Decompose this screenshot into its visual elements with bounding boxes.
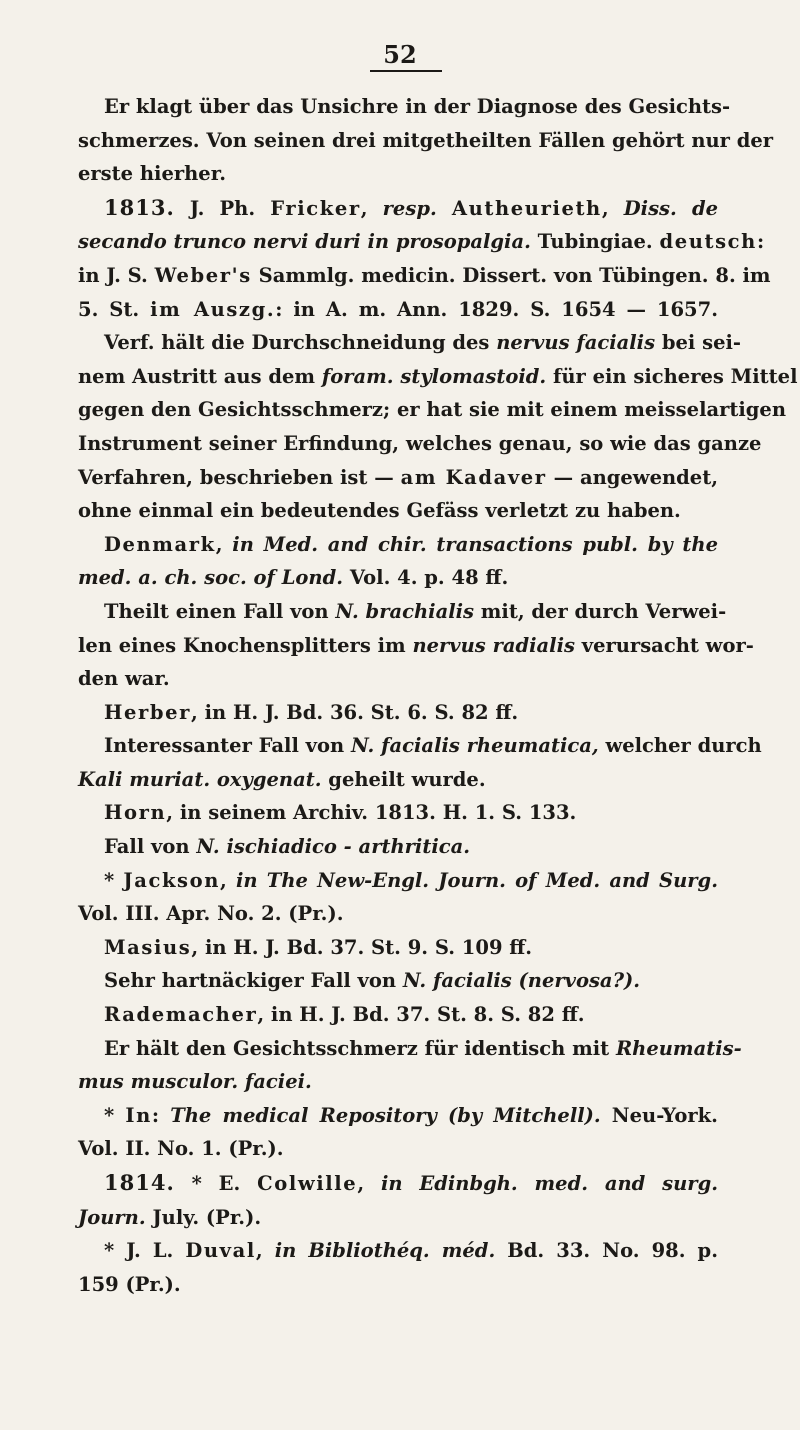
text-segment: nem Austritt aus dem xyxy=(78,364,322,388)
text-line xyxy=(78,629,754,663)
body-text xyxy=(78,90,798,1301)
spaced-name: Rademacher xyxy=(104,1003,258,1027)
text-line xyxy=(78,931,718,965)
text-line xyxy=(78,796,718,830)
italic-text: foram. stylomastoid. xyxy=(321,364,547,388)
text-line xyxy=(78,763,718,797)
text-line xyxy=(78,1166,718,1201)
text-line xyxy=(78,528,718,562)
text-segment xyxy=(437,197,452,220)
spaced-name: Autheurieth xyxy=(451,196,602,220)
text-segment: , in H. J. Bd. 37. St. 9. S. 109 ff. xyxy=(191,935,533,959)
text-line xyxy=(78,696,718,730)
italic-text: N. brachialis xyxy=(335,599,474,623)
italic-text: nervus radialis xyxy=(412,633,575,657)
text-segment: Instrument seiner Erfindung, welches genau, so wie das ganze xyxy=(78,431,762,455)
spaced-name: am Kadaver xyxy=(400,465,547,489)
text-segment: * xyxy=(104,1103,126,1127)
spaced-name: deutsch xyxy=(659,230,757,254)
text-line xyxy=(78,157,718,191)
text-segment: 159 (Pr.). xyxy=(78,1272,181,1296)
text-segment: Vol. II. No. 1. (Pr.). xyxy=(78,1137,284,1161)
spaced-name: Weber's xyxy=(154,263,252,287)
text-segment: gegen den Gesichtsschmerz; er hat sie mit einem meisselartigen xyxy=(78,398,787,422)
spaced-name: Fricker xyxy=(270,196,361,220)
text-segment: Fall von xyxy=(104,835,197,859)
text-line xyxy=(78,1201,718,1235)
text-segment: July. (Pr.). xyxy=(145,1205,262,1229)
text-segment: Tubingiae. xyxy=(530,230,660,254)
italic-text: mus musculor. faciei. xyxy=(78,1070,312,1094)
text-line xyxy=(78,393,787,427)
text-line xyxy=(78,124,774,158)
text-segment: len eines Knochensplitters im xyxy=(78,633,413,657)
text-segment: mit, der durch Verwei- xyxy=(474,599,727,623)
text-line xyxy=(78,998,718,1032)
text-segment: erste hierher. xyxy=(78,162,226,186)
text-segment: geheilt wurde. xyxy=(321,767,486,791)
text-line xyxy=(78,864,718,898)
text-segment: , in H. J. Bd. 37. St. 8. S. 82 ff. xyxy=(257,1003,585,1027)
text-line xyxy=(78,595,727,629)
text-segment: Interessanter Fall von xyxy=(104,734,351,758)
italic-text: in Bibliothéq. méd. xyxy=(274,1239,496,1263)
text-segment: * E. xyxy=(174,1172,258,1195)
text-line xyxy=(78,259,771,293)
text-line xyxy=(78,897,718,931)
text-segment: : xyxy=(756,230,765,254)
text-segment: * xyxy=(104,868,124,892)
text-segment: den war. xyxy=(78,667,170,691)
text-segment: für ein sicheres Mittel xyxy=(546,364,798,388)
text-line xyxy=(78,662,718,696)
spaced-name: Masius xyxy=(104,935,192,959)
italic-text: Kali muriat. oxygenat. xyxy=(78,767,322,791)
text-segment: Neu-York. xyxy=(600,1103,718,1127)
italic-text: Diss. de xyxy=(623,196,718,220)
text-line xyxy=(78,964,718,998)
text-segment: , xyxy=(220,868,237,892)
italic-text: The medical Repository (by Mitchell). xyxy=(170,1103,601,1127)
italic-text: N. facialis (nervosa?). xyxy=(402,969,641,993)
spaced-name: Duval xyxy=(185,1239,256,1263)
page-number: 52 xyxy=(383,40,417,69)
text-segment: welcher durch xyxy=(598,734,762,758)
text-segment: Verf. hält die Durchschneidung des xyxy=(104,331,497,355)
text-line xyxy=(78,1065,718,1099)
text-line xyxy=(78,427,762,461)
spaced-name: Herber xyxy=(104,700,192,724)
text-line xyxy=(78,461,718,495)
text-segment: Er klagt über das Unsichre in der Diagnose des Gesichts- xyxy=(104,95,731,118)
text-segment: schmerzes. Von seinen drei mitgetheilten Fällen gehört nur der xyxy=(78,128,774,152)
text-segment: , xyxy=(360,196,383,220)
text-segment: — angewendet, xyxy=(546,465,719,489)
text-line xyxy=(78,561,718,595)
text-line xyxy=(78,1132,718,1166)
text-line xyxy=(78,1268,718,1302)
italic-text: N. ischiadico - arthritica. xyxy=(196,835,471,859)
text-line xyxy=(78,1032,742,1066)
italic-text: med. a. ch. soc. of Lond. xyxy=(78,566,344,590)
spaced-name: im Auszg. xyxy=(150,297,276,321)
text-line xyxy=(78,494,718,528)
text-segment: , xyxy=(215,532,233,556)
text-segment: , xyxy=(601,196,624,220)
text-segment: Theilt einen Fall von xyxy=(104,599,336,623)
text-line xyxy=(78,90,731,124)
text-segment: in J. S. xyxy=(78,263,155,287)
text-segment: , xyxy=(255,1239,275,1263)
text-segment: Bd. 33. No. 98. p. xyxy=(495,1239,718,1263)
text-segment: J. Ph. xyxy=(174,196,271,220)
text-line xyxy=(78,293,718,327)
spaced-name: Colwille xyxy=(257,1172,358,1195)
italic-text: resp. xyxy=(382,196,437,220)
spaced-name: Denmark xyxy=(104,532,216,556)
spaced-name: Jackson xyxy=(123,868,221,892)
italic-text: in Med. and chir. transactions publ. by the xyxy=(232,532,718,556)
text-segment: Vol. III. Apr. No. 2. (Pr.). xyxy=(78,902,344,926)
text-line xyxy=(78,225,765,259)
text-segment: Er hält den Gesichtsschmerz für identisch mit xyxy=(104,1036,616,1060)
italic-text: Journ. xyxy=(78,1205,146,1229)
text-segment: verursacht wor- xyxy=(574,633,754,657)
text-segment: Verfahren, beschrieben ist — xyxy=(78,465,401,489)
italic-text: in The New-Engl. Journ. of Med. and Surg. xyxy=(236,868,718,892)
italic-text: secando trunco nervi duri in prosopalgia. xyxy=(78,230,531,254)
text-line xyxy=(78,326,741,360)
text-segment: ohne einmal ein bedeutendes Gefäss verletzt zu haben. xyxy=(78,499,681,523)
text-segment: , in H. J. Bd. 36. St. 6. S. 82 ff. xyxy=(191,700,519,724)
text-segment: * J. L. xyxy=(104,1239,186,1263)
text-segment: bei sei- xyxy=(655,331,741,355)
text-line xyxy=(78,830,718,864)
spaced-name: In xyxy=(125,1103,152,1127)
text-segment: , xyxy=(357,1172,381,1195)
text-line xyxy=(78,191,718,226)
text-segment: 5. St. xyxy=(78,297,151,321)
text-line xyxy=(78,1234,718,1268)
text-segment: : in A. m. Ann. 1829. S. 1654 — 1657. xyxy=(275,297,718,321)
italic-text: in Edinbgh. med. and surg. xyxy=(380,1172,719,1195)
year-heading: 1814. xyxy=(104,1170,175,1195)
italic-text: Rheumatis- xyxy=(615,1036,742,1060)
text-segment: Vol. 4. p. 48 ff. xyxy=(343,566,509,590)
text-segment: : xyxy=(151,1103,171,1127)
text-line xyxy=(78,1099,718,1133)
italic-text: nervus facialis xyxy=(496,331,656,355)
year-heading: 1813. xyxy=(104,194,175,220)
text-line xyxy=(78,360,798,394)
text-line xyxy=(78,729,762,763)
text-segment: Sehr hartnäckiger Fall von xyxy=(104,969,403,993)
text-segment: , in seinem Archiv. 1813. H. 1. S. 133. xyxy=(166,801,577,825)
page-number-rule xyxy=(370,70,442,72)
text-segment: Sammlg. medicin. Dissert. von Tübingen. 8. im xyxy=(251,263,771,287)
italic-text: N. facialis rheumatica, xyxy=(350,734,599,758)
spaced-name: Horn xyxy=(104,801,167,825)
